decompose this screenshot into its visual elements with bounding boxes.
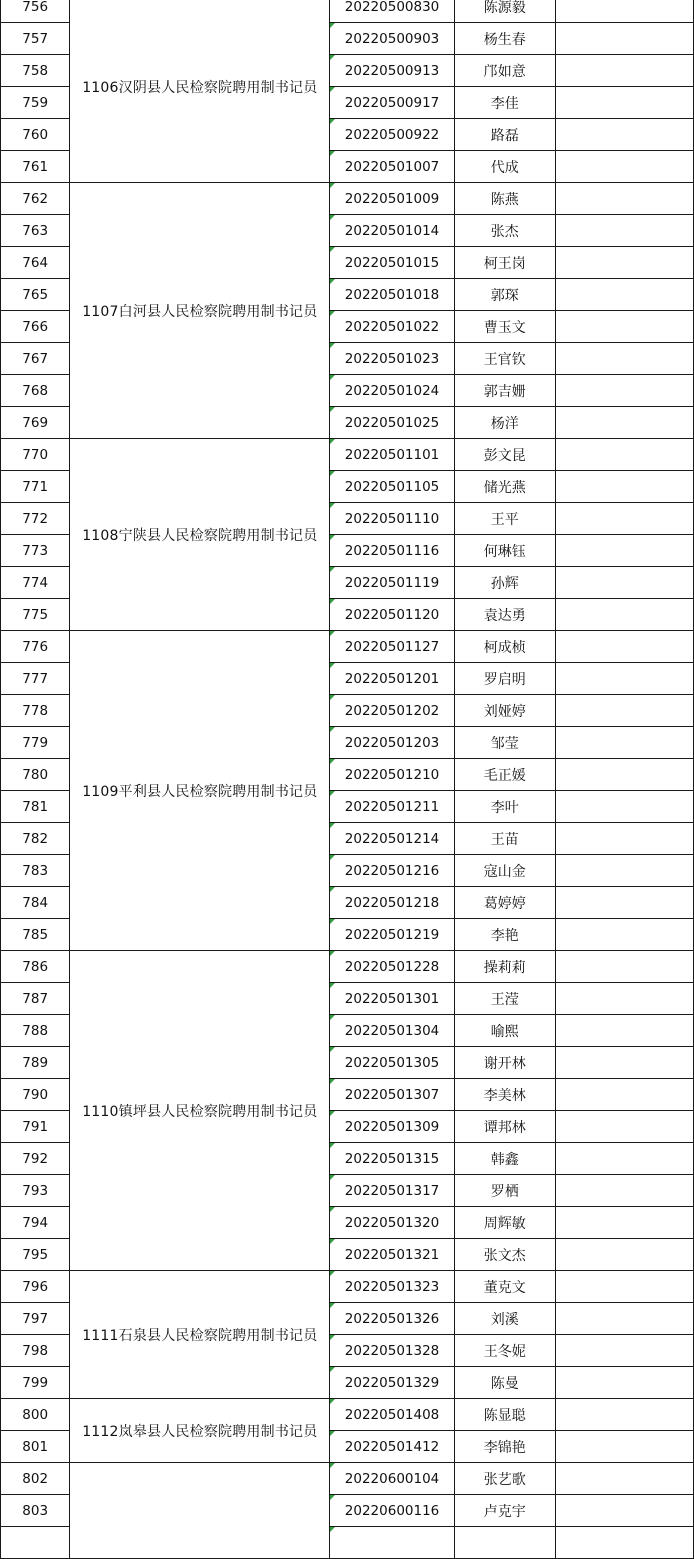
seq-cell: 800	[1, 1399, 70, 1431]
remark-cell	[555, 215, 693, 247]
name-cell: 郭吉姗	[454, 375, 555, 407]
seq-cell: 762	[1, 183, 70, 215]
remark-cell	[555, 663, 693, 695]
name-cell: 李叶	[454, 791, 555, 823]
remark-cell	[555, 183, 693, 215]
table-row	[1, 631, 694, 663]
ticket-number-cell: 20220501120	[330, 599, 455, 631]
name-cell: 罗启明	[454, 663, 555, 695]
remark-cell	[555, 407, 693, 439]
seq-cell: 757	[1, 23, 70, 55]
remark-cell	[555, 823, 693, 855]
seq-cell: 766	[1, 311, 70, 343]
remark-cell	[555, 887, 693, 919]
seq-cell: 761	[1, 151, 70, 183]
remark-cell	[555, 567, 693, 599]
ticket-number-cell: 20220501211	[330, 791, 455, 823]
seq-cell: 778	[1, 695, 70, 727]
name-cell: 卢克宇	[454, 1495, 555, 1527]
name-cell: 陈源毅	[454, 0, 555, 23]
remark-cell	[555, 247, 693, 279]
name-cell: 李艳	[454, 919, 555, 951]
ticket-number-cell: 20220501014	[330, 215, 455, 247]
name-cell: 喻熙	[454, 1015, 555, 1047]
seq-cell: 796	[1, 1271, 70, 1303]
ticket-number-cell: 20220600104	[330, 1463, 455, 1495]
seq-cell: 771	[1, 471, 70, 503]
remark-cell	[555, 439, 693, 471]
ticket-number-cell: 20220501018	[330, 279, 455, 311]
remark-cell	[555, 1527, 693, 1559]
ticket-number-cell	[330, 1527, 455, 1559]
seq-cell: 779	[1, 727, 70, 759]
name-cell: 路磊	[454, 119, 555, 151]
name-cell: 谢开林	[454, 1047, 555, 1079]
table-row	[1, 0, 694, 23]
remark-cell	[555, 1463, 693, 1495]
ticket-number-cell: 20220501301	[330, 983, 455, 1015]
remark-cell	[555, 1207, 693, 1239]
ticket-number-cell: 20220501022	[330, 311, 455, 343]
post-cell: 1110镇坪县人民检察院聘用制书记员	[70, 951, 330, 1271]
ticket-number-cell: 20220600116	[330, 1495, 455, 1527]
seq-cell: 785	[1, 919, 70, 951]
seq-cell: 797	[1, 1303, 70, 1335]
name-cell: 储光燕	[454, 471, 555, 503]
remark-cell	[555, 599, 693, 631]
ticket-number-cell: 20220501320	[330, 1207, 455, 1239]
ticket-number-cell: 20220501228	[330, 951, 455, 983]
ticket-number-cell: 20220501218	[330, 887, 455, 919]
name-cell: 毛正媛	[454, 759, 555, 791]
remark-cell	[555, 471, 693, 503]
name-cell: 王官钦	[454, 343, 555, 375]
remark-cell	[555, 631, 693, 663]
name-cell: 刘娅婷	[454, 695, 555, 727]
remark-cell	[555, 23, 693, 55]
remark-cell	[555, 1079, 693, 1111]
name-cell: 张杰	[454, 215, 555, 247]
seq-cell: 769	[1, 407, 70, 439]
ticket-number-cell: 20220501219	[330, 919, 455, 951]
name-cell	[454, 1527, 555, 1559]
seq-cell: 793	[1, 1175, 70, 1207]
seq-cell: 786	[1, 951, 70, 983]
ticket-number-cell: 20220501326	[330, 1303, 455, 1335]
ticket-number-cell: 20220501101	[330, 439, 455, 471]
seq-cell: 759	[1, 87, 70, 119]
name-cell: 杨生春	[454, 23, 555, 55]
remark-cell	[555, 1239, 693, 1271]
table-row	[1, 1271, 694, 1303]
ticket-number-cell: 20220501216	[330, 855, 455, 887]
seq-cell: 764	[1, 247, 70, 279]
seq-cell: 756	[1, 0, 70, 23]
remark-cell	[555, 791, 693, 823]
ticket-number-cell: 20220501025	[330, 407, 455, 439]
name-cell: 李锦艳	[454, 1431, 555, 1463]
results-table-body	[1, 0, 694, 1559]
remark-cell	[555, 1495, 693, 1527]
seq-cell: 787	[1, 983, 70, 1015]
remark-cell	[555, 1047, 693, 1079]
ticket-number-cell: 20220501105	[330, 471, 455, 503]
name-cell: 罗栖	[454, 1175, 555, 1207]
ticket-number-cell: 20220501210	[330, 759, 455, 791]
name-cell: 柯王岗	[454, 247, 555, 279]
name-cell: 郭琛	[454, 279, 555, 311]
ticket-number-cell: 20220501315	[330, 1143, 455, 1175]
name-cell: 邹莹	[454, 727, 555, 759]
seq-cell	[1, 1527, 70, 1559]
ticket-number-cell: 20220501323	[330, 1271, 455, 1303]
seq-cell: 792	[1, 1143, 70, 1175]
seq-cell: 770	[1, 439, 70, 471]
seq-cell: 783	[1, 855, 70, 887]
ticket-number-cell: 20220501408	[330, 1399, 455, 1431]
remark-cell	[555, 1367, 693, 1399]
seq-cell: 775	[1, 599, 70, 631]
name-cell: 董克文	[454, 1271, 555, 1303]
ticket-number-cell: 20220501023	[330, 343, 455, 375]
post-cell: 1112岚皋县人民检察院聘用制书记员	[70, 1399, 330, 1463]
name-cell: 王苗	[454, 823, 555, 855]
ticket-number-cell: 20220501329	[330, 1367, 455, 1399]
name-cell: 葛婷婷	[454, 887, 555, 919]
ticket-number-cell: 20220501202	[330, 695, 455, 727]
name-cell: 杨洋	[454, 407, 555, 439]
remark-cell	[555, 1431, 693, 1463]
seq-cell: 760	[1, 119, 70, 151]
name-cell: 张文杰	[454, 1239, 555, 1271]
ticket-number-cell: 20220501214	[330, 823, 455, 855]
ticket-number-cell: 20220501116	[330, 535, 455, 567]
remark-cell	[555, 1271, 693, 1303]
ticket-number-cell: 20220500922	[330, 119, 455, 151]
seq-cell: 794	[1, 1207, 70, 1239]
remark-cell	[555, 535, 693, 567]
name-cell: 王滢	[454, 983, 555, 1015]
seq-cell: 803	[1, 1495, 70, 1527]
name-cell: 操莉莉	[454, 951, 555, 983]
ticket-number-cell: 20220500913	[330, 55, 455, 87]
name-cell: 寇山金	[454, 855, 555, 887]
name-cell: 陈曼	[454, 1367, 555, 1399]
name-cell: 韩鑫	[454, 1143, 555, 1175]
remark-cell	[555, 311, 693, 343]
ticket-number-cell: 20220501321	[330, 1239, 455, 1271]
seq-cell: 781	[1, 791, 70, 823]
ticket-number-cell: 20220501317	[330, 1175, 455, 1207]
remark-cell	[555, 695, 693, 727]
post-cell: 1111石泉县人民检察院聘用制书记员	[70, 1271, 330, 1399]
seq-cell: 777	[1, 663, 70, 695]
seq-cell: 768	[1, 375, 70, 407]
remark-cell	[555, 1303, 693, 1335]
seq-cell: 776	[1, 631, 70, 663]
ticket-number-cell: 20220501203	[330, 727, 455, 759]
name-cell: 陈燕	[454, 183, 555, 215]
ticket-number-cell: 20220501201	[330, 663, 455, 695]
seq-cell: 791	[1, 1111, 70, 1143]
post-cell	[70, 1463, 330, 1559]
name-cell: 曹玉文	[454, 311, 555, 343]
table-row	[1, 1399, 694, 1431]
ticket-number-cell: 20220501119	[330, 567, 455, 599]
table-row	[1, 183, 694, 215]
seq-cell: 782	[1, 823, 70, 855]
remark-cell	[555, 759, 693, 791]
ticket-number-cell: 20220501328	[330, 1335, 455, 1367]
remark-cell	[555, 1335, 693, 1367]
remark-cell	[555, 855, 693, 887]
name-cell: 周辉敏	[454, 1207, 555, 1239]
name-cell: 邝如意	[454, 55, 555, 87]
seq-cell: 795	[1, 1239, 70, 1271]
name-cell: 张艺歌	[454, 1463, 555, 1495]
table-row	[1, 439, 694, 471]
name-cell: 李佳	[454, 87, 555, 119]
seq-cell: 790	[1, 1079, 70, 1111]
seq-cell: 758	[1, 55, 70, 87]
seq-cell: 799	[1, 1367, 70, 1399]
remark-cell	[555, 1015, 693, 1047]
remark-cell	[555, 87, 693, 119]
remark-cell	[555, 983, 693, 1015]
ticket-number-cell: 20220501305	[330, 1047, 455, 1079]
seq-cell: 788	[1, 1015, 70, 1047]
remark-cell	[555, 119, 693, 151]
name-cell: 刘溪	[454, 1303, 555, 1335]
ticket-number-cell: 20220501110	[330, 503, 455, 535]
remark-cell	[555, 375, 693, 407]
seq-cell: 763	[1, 215, 70, 247]
remark-cell	[555, 151, 693, 183]
post-cell: 1109平利县人民检察院聘用制书记员	[70, 631, 330, 951]
name-cell: 陈显聪	[454, 1399, 555, 1431]
ticket-number-cell: 20220501412	[330, 1431, 455, 1463]
remark-cell	[555, 503, 693, 535]
ticket-number-cell: 20220501007	[330, 151, 455, 183]
ticket-number-cell: 20220501307	[330, 1079, 455, 1111]
remark-cell	[555, 1143, 693, 1175]
table-row	[1, 1463, 694, 1495]
name-cell: 王平	[454, 503, 555, 535]
name-cell: 谭邦林	[454, 1111, 555, 1143]
ticket-number-cell: 20220500917	[330, 87, 455, 119]
name-cell: 李美林	[454, 1079, 555, 1111]
ticket-number-cell: 20220501309	[330, 1111, 455, 1143]
ticket-number-cell: 20220501127	[330, 631, 455, 663]
seq-cell: 798	[1, 1335, 70, 1367]
remark-cell	[555, 951, 693, 983]
remark-cell	[555, 279, 693, 311]
remark-cell	[555, 919, 693, 951]
seq-cell: 772	[1, 503, 70, 535]
post-cell: 1106汉阴县人民检察院聘用制书记员	[70, 0, 330, 183]
remark-cell	[555, 1399, 693, 1431]
name-cell: 何琳钰	[454, 535, 555, 567]
seq-cell: 765	[1, 279, 70, 311]
name-cell: 彭文昆	[454, 439, 555, 471]
post-cell: 1108宁陕县人民检察院聘用制书记员	[70, 439, 330, 631]
ticket-number-cell: 20220501024	[330, 375, 455, 407]
remark-cell	[555, 1111, 693, 1143]
seq-cell: 773	[1, 535, 70, 567]
remark-cell	[555, 343, 693, 375]
name-cell: 袁达勇	[454, 599, 555, 631]
table-row	[1, 951, 694, 983]
ticket-number-cell: 20220501015	[330, 247, 455, 279]
ticket-number-cell: 20220500903	[330, 23, 455, 55]
seq-cell: 774	[1, 567, 70, 599]
name-cell: 孙辉	[454, 567, 555, 599]
name-cell: 代成	[454, 151, 555, 183]
seq-cell: 780	[1, 759, 70, 791]
seq-cell: 767	[1, 343, 70, 375]
remark-cell	[555, 1175, 693, 1207]
remark-cell	[555, 55, 693, 87]
seq-cell: 802	[1, 1463, 70, 1495]
seq-cell: 784	[1, 887, 70, 919]
seq-cell: 801	[1, 1431, 70, 1463]
remark-cell	[555, 0, 693, 23]
name-cell: 柯成桢	[454, 631, 555, 663]
ticket-number-cell: 20220500830	[330, 0, 455, 23]
remark-cell	[555, 727, 693, 759]
seq-cell: 789	[1, 1047, 70, 1079]
post-cell: 1107白河县人民检察院聘用制书记员	[70, 183, 330, 439]
name-cell: 王冬妮	[454, 1335, 555, 1367]
ticket-number-cell: 20220501009	[330, 183, 455, 215]
ticket-number-cell: 20220501304	[330, 1015, 455, 1047]
